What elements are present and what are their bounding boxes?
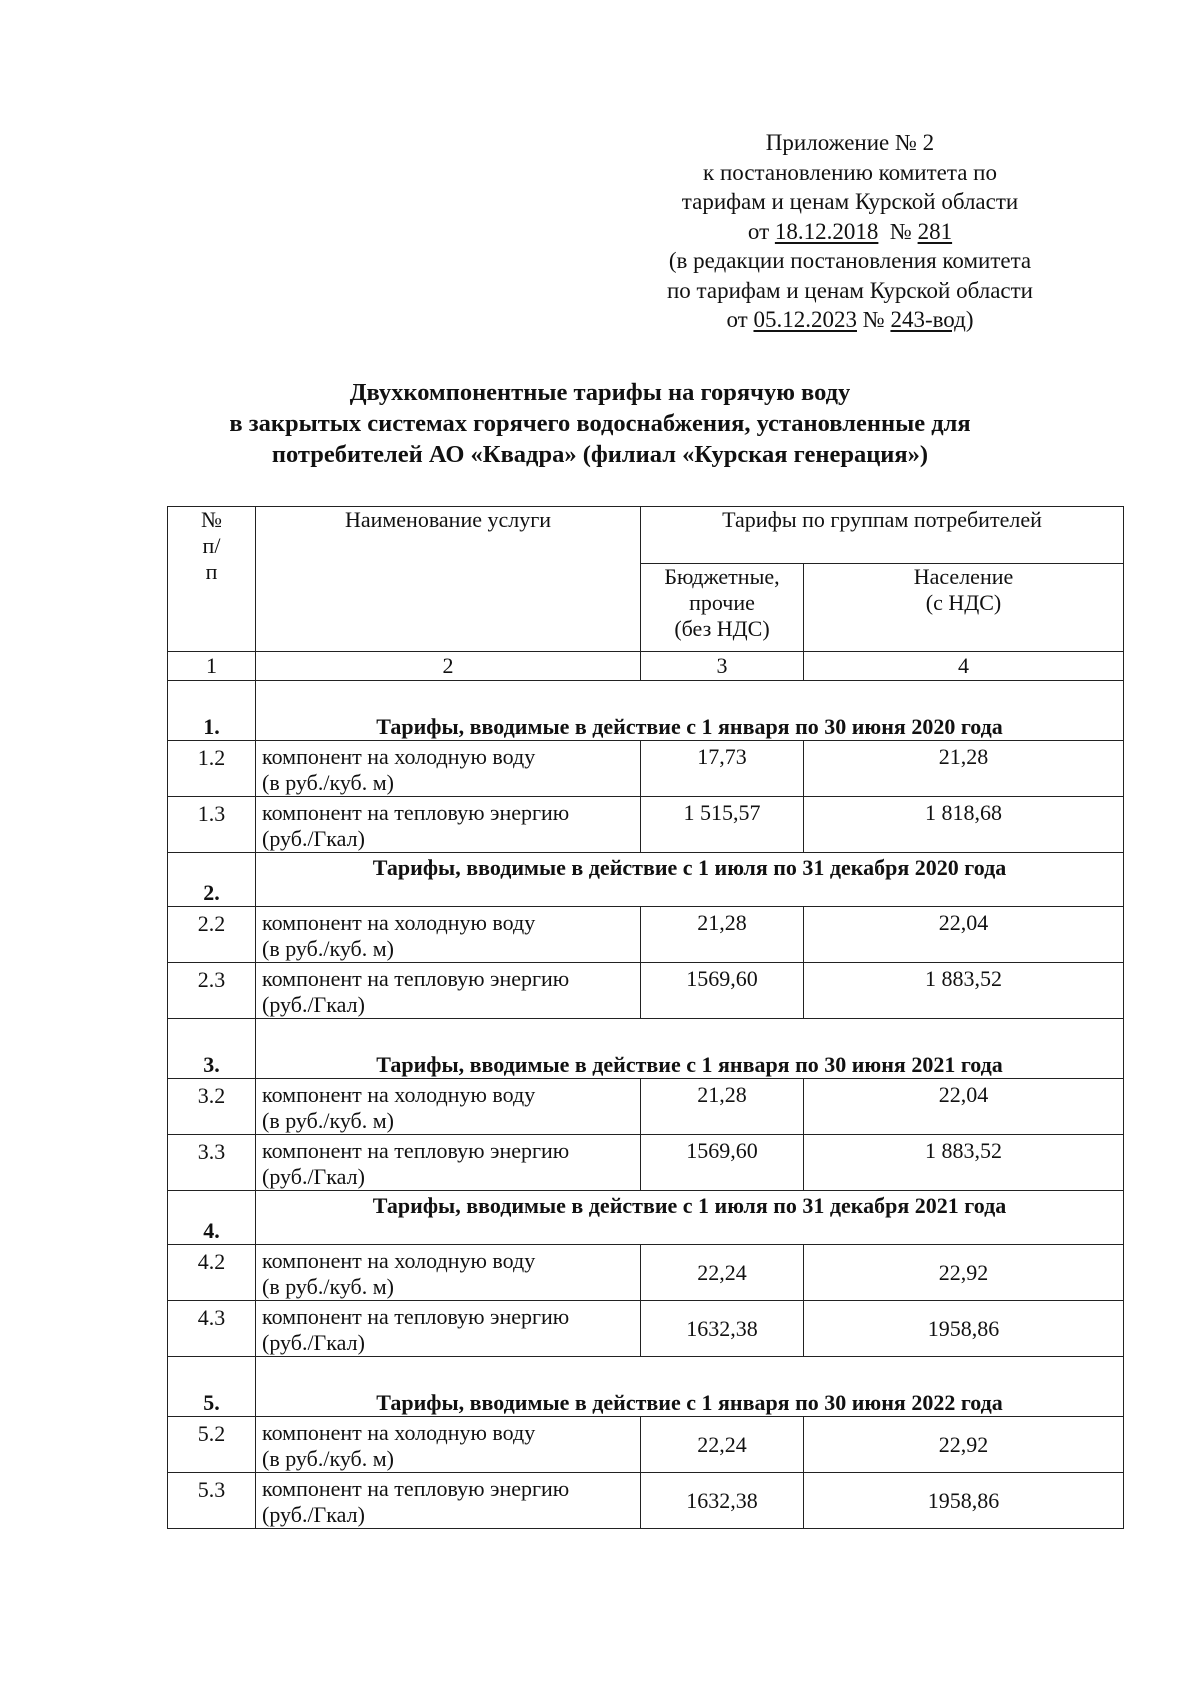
table-row: [168, 1245, 1124, 1301]
service-name-line: (руб./Гкал): [262, 1330, 365, 1355]
section-header-row: [168, 1019, 1124, 1079]
budget-tariff-value: 22,24: [641, 1417, 804, 1473]
row-number: 5.3: [168, 1473, 256, 1529]
row-number: 5.2: [168, 1417, 256, 1473]
appendix-line-2: к постановлению комитета по: [703, 159, 997, 185]
population-tariff-value: 22,04: [804, 1079, 1124, 1135]
col-number-3: 3: [641, 652, 804, 681]
appendix-line-7-mid: №: [856, 307, 891, 332]
row-number: 1.2: [168, 741, 256, 797]
table-row: [168, 1301, 1124, 1357]
header-population: [804, 564, 1124, 652]
budget-tariff-value: 1569,60: [641, 1135, 804, 1191]
service-name-line: (в руб./куб. м): [262, 1108, 394, 1133]
appendix-line-1: Приложение № 2: [765, 130, 935, 155]
table-row: [168, 1079, 1124, 1135]
section-header-row: [168, 681, 1124, 741]
table-row: [168, 963, 1124, 1019]
header-population-line: (с НДС): [925, 590, 1002, 615]
population-tariff-value: 1958,86: [804, 1473, 1124, 1529]
section-header-row: [168, 1357, 1124, 1417]
appendix-line-4-mid: №: [878, 218, 918, 244]
header-budget: [641, 564, 804, 652]
service-name-line: компонент на тепловую энергию: [262, 1138, 570, 1163]
header-budget-line: (без НДС): [674, 616, 770, 641]
service-name-line: компонент на холодную воду: [262, 1248, 536, 1273]
col-number-2: 2: [256, 652, 641, 681]
budget-tariff-value: 1 515,57: [641, 797, 804, 853]
tariffs-table: [167, 506, 1124, 1529]
header-population-line: Население: [913, 564, 1014, 589]
section-number: 3.: [168, 1019, 256, 1079]
table-row: [168, 1135, 1124, 1191]
section-number: 2.: [168, 853, 256, 907]
header-tariffs-group: Тарифы по группам потребителей: [641, 507, 1124, 564]
budget-tariff-value: 1569,60: [641, 963, 804, 1019]
service-name-line: (руб./Гкал): [262, 826, 365, 851]
section-title: Тарифы, вводимые в действие с 1 января по 30 июня 2020 года: [256, 681, 1124, 741]
table-row: [168, 797, 1124, 853]
service-name-line: компонент на холодную воду: [262, 744, 536, 769]
population-tariff-value: 1 883,52: [804, 963, 1124, 1019]
service-name-line: компонент на тепловую энергию: [262, 1304, 570, 1329]
section-title: Тарифы, вводимые в действие с 1 января по 30 июня 2022 года: [256, 1357, 1124, 1417]
service-name-line: (в руб./куб. м): [262, 936, 394, 961]
service-name: [256, 1417, 641, 1473]
appendix-block: [600, 128, 1100, 335]
service-name: [256, 1135, 641, 1191]
appendix-line-4-prefix: от: [747, 218, 775, 244]
section-header-row: [168, 853, 1124, 907]
service-name-line: компонент на тепловую энергию: [262, 966, 570, 991]
population-tariff-value: 22,92: [804, 1417, 1124, 1473]
budget-tariff-value: 17,73: [641, 741, 804, 797]
population-tariff-value: 22,92: [804, 1245, 1124, 1301]
budget-tariff-value: 1632,38: [641, 1473, 804, 1529]
section-number: 4.: [168, 1191, 256, 1245]
service-name-line: (в руб./куб. м): [262, 770, 394, 795]
title-line-3: потребителей АО «Квадра» (филиал «Курская генерация»): [271, 441, 929, 468]
section-number: 5.: [168, 1357, 256, 1417]
section-number: 1.: [168, 681, 256, 741]
appendix-line-7-suffix: ): [965, 307, 974, 332]
table-row: [168, 1417, 1124, 1473]
budget-tariff-value: 1632,38: [641, 1301, 804, 1357]
service-name-line: компонент на тепловую энергию: [262, 1476, 570, 1501]
service-name-line: компонент на холодную воду: [262, 910, 536, 935]
service-name: [256, 907, 641, 963]
appendix-resolution-date: 18.12.2018: [774, 218, 879, 244]
header-num: № п/п: [168, 507, 256, 652]
col-number-4: 4: [804, 652, 1124, 681]
table-row: [168, 907, 1124, 963]
row-number: 3.3: [168, 1135, 256, 1191]
header-budget-line: прочие: [689, 590, 755, 615]
section-title: Тарифы, вводимые в действие с 1 июля по 31 декабря 2021 года: [256, 1191, 1124, 1245]
appendix-line-7-prefix: от: [726, 307, 754, 332]
row-number: 4.2: [168, 1245, 256, 1301]
section-title: Тарифы, вводимые в действие с 1 июля по 31 декабря 2020 года: [256, 853, 1124, 907]
population-tariff-value: 1 818,68: [804, 797, 1124, 853]
row-number: 2.2: [168, 907, 256, 963]
service-name: [256, 1473, 641, 1529]
table-row: [168, 741, 1124, 797]
budget-tariff-value: 22,24: [641, 1245, 804, 1301]
service-name: [256, 741, 641, 797]
appendix-revision-date: 05.12.2023: [753, 307, 857, 332]
appendix-revision-number: 243-вод: [890, 307, 966, 332]
header-budget-line: Бюджетные,: [664, 564, 780, 589]
service-name-line: (руб./Гкал): [262, 992, 365, 1017]
appendix-line-3: тарифам и ценам Курской области: [681, 189, 1019, 214]
population-tariff-value: 1 883,52: [804, 1135, 1124, 1191]
row-number: 1.3: [168, 797, 256, 853]
table-row: [168, 1473, 1124, 1529]
service-name: [256, 1079, 641, 1135]
appendix-line-5: (в редакции постановления комитета: [668, 248, 1032, 273]
row-number: 3.2: [168, 1079, 256, 1135]
header-service: Наименование услуги: [256, 507, 641, 652]
service-name: [256, 963, 641, 1019]
budget-tariff-value: 21,28: [641, 1079, 804, 1135]
service-name: [256, 1301, 641, 1357]
budget-tariff-value: 21,28: [641, 907, 804, 963]
service-name: [256, 797, 641, 853]
col-number-1: 1: [168, 652, 256, 681]
service-name-line: компонент на тепловую энергию: [262, 800, 570, 825]
document-title: [120, 377, 1080, 470]
appendix-line-7: [600, 305, 1100, 335]
appendix-resolution-number: 281: [917, 218, 953, 244]
title-line-1: Двухкомпонентные тарифы на горячую воду: [349, 379, 851, 406]
appendix-line-4: [600, 217, 1100, 247]
appendix-line-6: по тарифам и ценам Курской области: [667, 277, 1033, 303]
section-header-row: [168, 1191, 1124, 1245]
row-number: 4.3: [168, 1301, 256, 1357]
service-name-line: (в руб./куб. м): [262, 1274, 394, 1299]
title-line-2: в закрытых системах горячего водоснабжения, установленные для: [229, 410, 971, 437]
population-tariff-value: 22,04: [804, 907, 1124, 963]
service-name-line: (руб./Гкал): [262, 1164, 365, 1189]
service-name-line: (в руб./куб. м): [262, 1446, 394, 1471]
service-name-line: компонент на холодную воду: [262, 1082, 536, 1107]
service-name: [256, 1245, 641, 1301]
service-name-line: компонент на холодную воду: [262, 1420, 536, 1445]
service-name-line: (руб./Гкал): [262, 1502, 365, 1527]
population-tariff-value: 1958,86: [804, 1301, 1124, 1357]
population-tariff-value: 21,28: [804, 741, 1124, 797]
section-title: Тарифы, вводимые в действие с 1 января по 30 июня 2021 года: [256, 1019, 1124, 1079]
row-number: 2.3: [168, 963, 256, 1019]
